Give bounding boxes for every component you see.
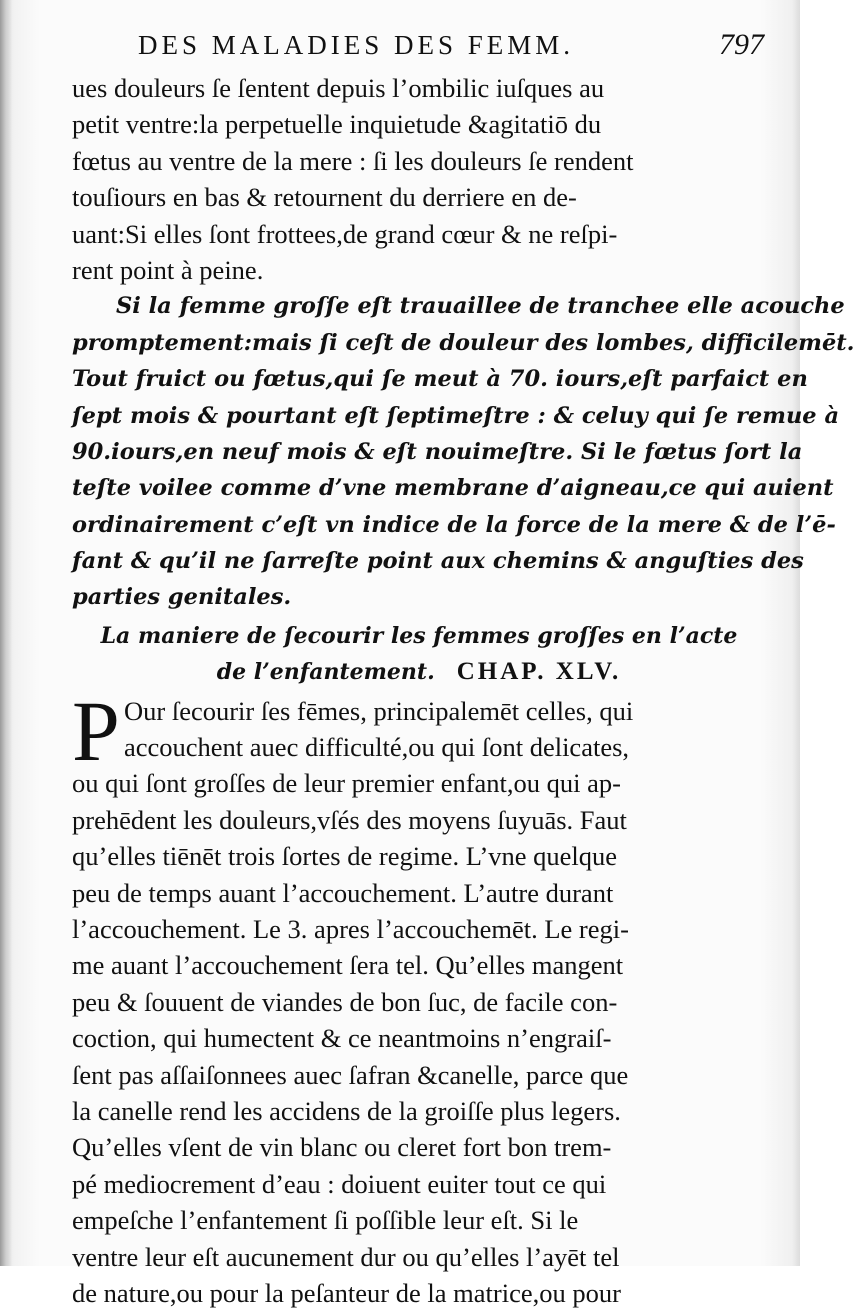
italic-line: Si la femme groſſe eſt trauaillee de tranchee elle acouche [116,293,845,320]
chapter-heading [72,618,766,691]
text-line: la canelle rend les accidens de la groiſſe plus legers. [72,1095,621,1126]
text-line: ou qui ſont groſſes de leur premier enfant,ou qui ap- [72,768,621,799]
text-line: Our ſecourir ſes fēmes, principalemēt celles, qui [124,695,634,726]
text-line: accouchent auec difficulté,ou qui ſont delicates, [124,732,630,763]
chapter-title-part-2: de l’enfantement. [216,659,435,686]
text-line: fœtus au ventre de la mere : ſi les douleurs ſe rendent [72,145,634,176]
text-line: l’accouchement. Le 3. apres l’accouchemēt. Le regi- [72,913,629,944]
text-line: qu’elles tiēnēt trois ſortes de regime. L’vne quelque [72,841,618,872]
text-line: Qu’elles vſent de vin blanc ou cleret fort bon trem- [72,1132,612,1163]
text-line: de nature,ou pour la peſanteur de la matrice,ou pour [72,1277,621,1308]
text-line: ues douleurs ſe ſentent depuis l’ombilic iuſques au [72,73,605,103]
text-line: empeſche l’enfantement ſi poſſible leur eſt. Si le [72,1205,579,1236]
text-line: touſiours en bas & retournent du derriere en de- [72,182,577,213]
italic-line: promptement:mais ſi ceſt de douleur des lombes, difficilemēt. [72,329,855,356]
text-line: ventre leur eſt aucunement dur ou qu’elles l’ayēt tel [72,1241,620,1272]
italic-line: ſept mois & pourtant eſt ſeptimeſtre : & celuy qui ſe remue à [72,402,840,429]
text-line: pé mediocrement d’eau : doiuent euiter tout ce qui [72,1168,607,1199]
page-header [72,26,766,70]
italic-line: ordinairement c’eſt vn indice de la force de la mere & de l’ē- [72,511,836,538]
running-title: DES MALADIES DES FEMM. [138,30,575,60]
text-line: ſent pas aſſaiſonnees auec ſafran &canelle, parce que [72,1059,629,1090]
text-line: coction, qui humectent & ce neantmoins n’engraiſ- [72,1023,612,1054]
italic-line: 90.iours,en neuf mois & eſt nouimeſtre. Si le fœtus ſort la [72,438,803,465]
drop-cap: P [72,682,120,779]
chapter-number: CHAP. XLV. [456,658,622,686]
chapter-body [72,682,766,1311]
text-line: prehēdent les douleurs,vſés des moyens ſuyuās. Faut [72,804,627,835]
chapter-title-line-2 [72,654,766,690]
italic-line: fant & qu’il ne ſarreſte point aux chemins & anguſties des [72,548,804,575]
page-gutter-shadow [0,0,12,1266]
page-content [72,26,855,1311]
italic-line: teſte voilee comme d’vne membrane d’aigneau,ce qui auient [72,475,834,502]
text-line: me auant l’accouchement ſera tel. Qu’elles mangent [72,950,624,981]
italic-line: parties genitales. [72,584,292,611]
italic-line: Tout fruict ou fœtus,qui ſe meut à 70. iours,eſt parfaict en [72,366,808,393]
text-line: peu de temps auant l’accouchement. L’autre durant [72,877,614,908]
paragraph-symptoms [72,70,766,288]
paragraph-italic-aphorisms [72,288,855,616]
page-number: 797 [719,28,764,61]
text-line: rent point à peine. [72,254,264,285]
text-line: uant:Si elles ſont frottees,de grand cœur & ne reſpi- [72,218,618,249]
text-line: petit ventre:la perpetuelle inquietude &agitatiō du [72,109,602,140]
text-line: peu & ſouuent de viandes de bon ſuc, de facile con- [72,986,618,1017]
chapter-title-line-1: La maniere de ſecourir les femmes groſſes en l’acte [100,622,738,649]
